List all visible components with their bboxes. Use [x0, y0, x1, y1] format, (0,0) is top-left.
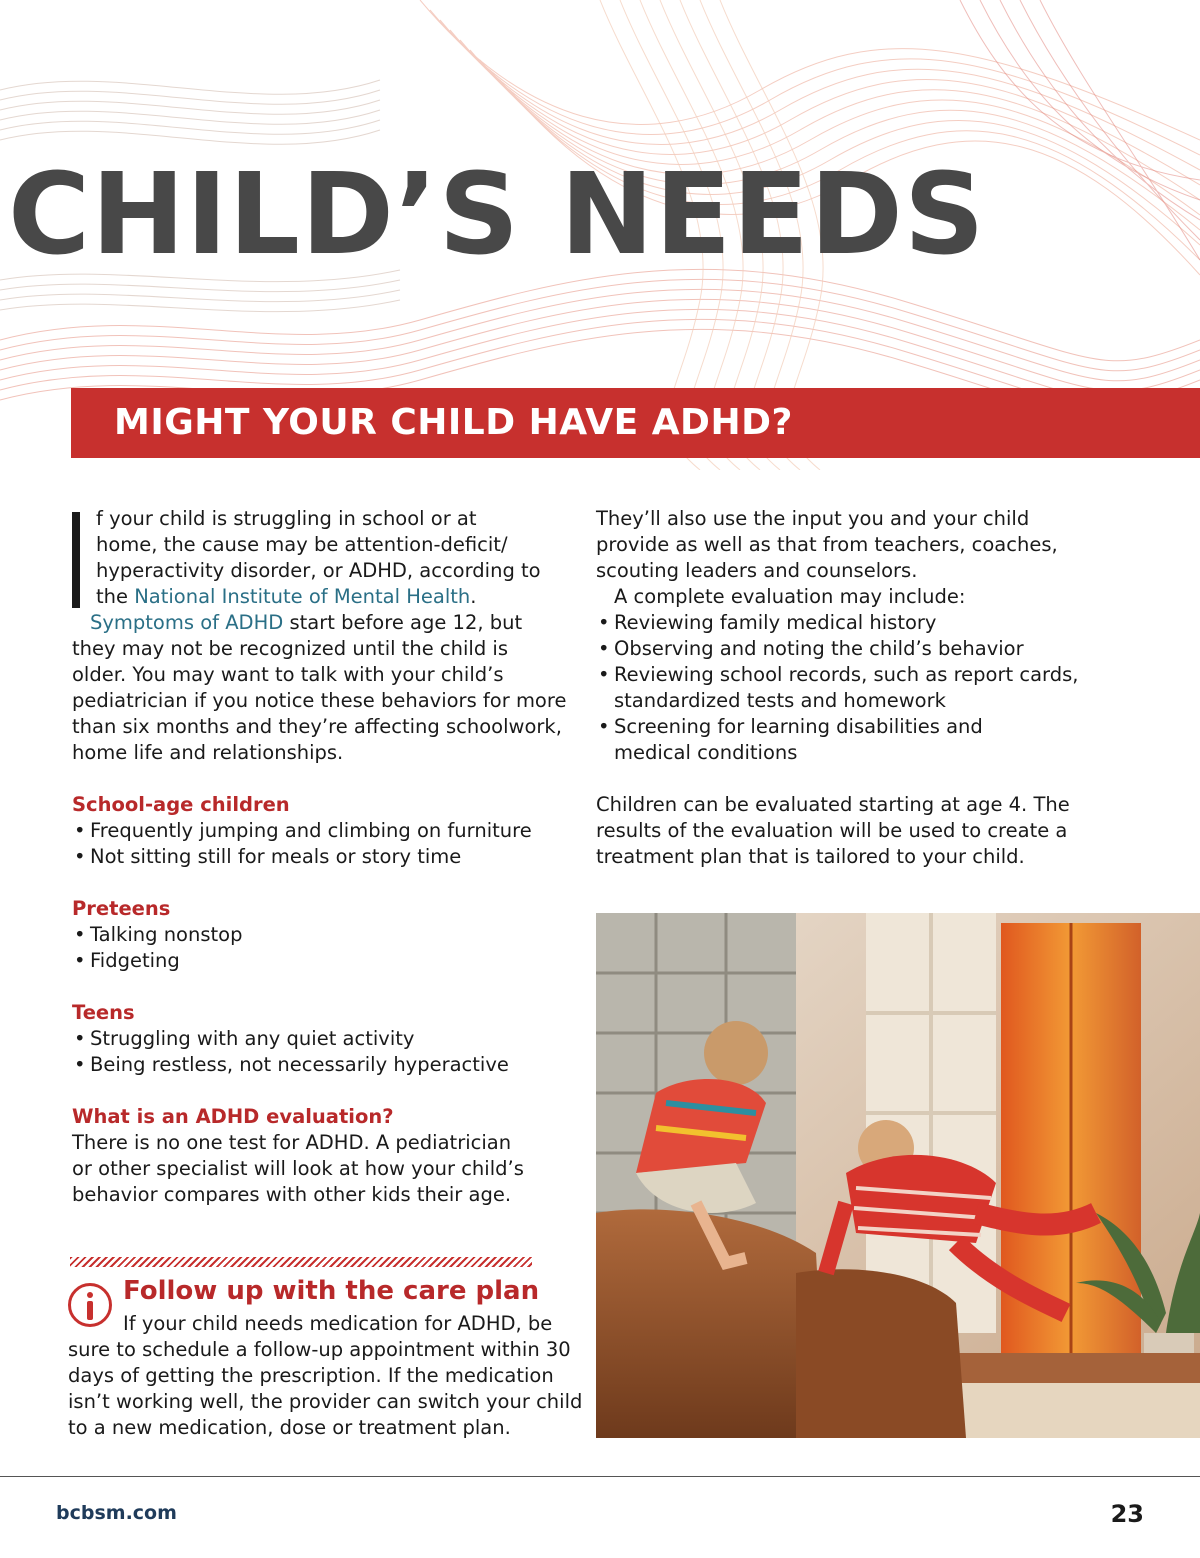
- nimh-link[interactable]: National Institute of Mental Health: [134, 585, 471, 608]
- list-item: • Struggling with any quiet activity: [72, 1026, 582, 1052]
- list-item: • Not sitting still for meals or story time: [72, 844, 582, 870]
- list-item-text: medical conditions: [614, 741, 798, 764]
- callout-line: to a new medication, dose or treatment plan.: [68, 1416, 511, 1439]
- body-line: home life and relationships.: [72, 741, 344, 764]
- school-age-heading: School-age children: [72, 793, 290, 816]
- kids-jumping-photo: [596, 913, 1200, 1438]
- section-banner: [71, 388, 1200, 458]
- body-line: behavior compares with other kids their age.: [72, 1183, 512, 1206]
- preteens-list: [72, 922, 582, 974]
- callout-line: isn’t working well, the provider can switch your child: [68, 1390, 583, 1413]
- list-item: • Fidgeting: [72, 948, 582, 974]
- list-item-text: Observing and noting the child’s behavior: [614, 637, 1024, 660]
- body-line: older. You may want to talk with your child’s: [72, 663, 504, 686]
- body-line: they may not be recognized until the child is: [72, 637, 508, 660]
- callout-line: sure to schedule a follow-up appointment within 30: [68, 1338, 571, 1361]
- body-line: treatment plan that is tailored to your child.: [596, 845, 1025, 868]
- symptoms-text: start before age 12, but: [283, 611, 523, 634]
- page-number: 23: [1110, 1500, 1144, 1528]
- symptoms-link[interactable]: Symptoms of ADHD: [90, 611, 284, 634]
- body-line: than six months and they’re affecting schoolwork,: [72, 715, 562, 738]
- intro-text: .: [470, 585, 477, 608]
- callout-line: days of getting the prescription. If the medication: [68, 1364, 554, 1387]
- left-column: [72, 506, 582, 1208]
- list-item-text: standardized tests and homework: [614, 689, 946, 712]
- list-item: [596, 714, 1136, 766]
- list-item: [596, 610, 1136, 636]
- callout-line: If your child needs medication for ADHD, be: [123, 1312, 553, 1335]
- intro-paragraph: [72, 506, 582, 610]
- list-item: • Talking nonstop: [72, 922, 582, 948]
- body-line: provide as well as that from teachers, coaches,: [596, 533, 1058, 556]
- evaluation-intro: A complete evaluation may include:: [614, 585, 966, 608]
- evaluation-list: [596, 610, 1136, 766]
- school-age-list: [72, 818, 582, 870]
- body-line: pediatrician if you notice these behaviors for more: [72, 689, 567, 712]
- body-line: scouting leaders and counselors.: [596, 559, 918, 582]
- banner-title: MIGHT YOUR CHILD HAVE ADHD?: [114, 402, 793, 443]
- list-item-text: • Screening for learning disabilities and: [614, 715, 983, 738]
- callout-body: [68, 1311, 588, 1441]
- intro-line: hyperactivity disorder, or ADHD, according to: [96, 559, 541, 582]
- list-item-text: Reviewing family medical history: [614, 611, 937, 634]
- footer-site-link[interactable]: bcbsm.com: [56, 1502, 177, 1524]
- drop-cap-i: [72, 512, 80, 608]
- footer-divider: [0, 1476, 1200, 1477]
- list-item: • Frequently jumping and climbing on furniture: [72, 818, 582, 844]
- intro-line: [96, 584, 582, 610]
- body-line: They’ll also use the input you and your child: [596, 507, 1030, 530]
- intro-line: f your child is struggling in school or at: [96, 507, 477, 530]
- right-column: [596, 506, 1136, 870]
- teens-heading: Teens: [72, 1001, 135, 1024]
- list-item-text: • Reviewing school records, such as report cards,: [614, 663, 1079, 686]
- intro-text: the: [96, 585, 135, 608]
- list-item: [596, 662, 1136, 714]
- list-item: • Being restless, not necessarily hyperactive: [72, 1052, 582, 1078]
- body-line: results of the evaluation will be used to create a: [596, 819, 1068, 842]
- symptoms-line: [72, 610, 582, 636]
- body-line: There is no one test for ADHD. A pediatrician: [72, 1131, 512, 1154]
- page-title: CHILD’S NEEDS: [8, 150, 986, 280]
- preteens-heading: Preteens: [72, 897, 171, 920]
- intro-line: home, the cause may be attention-deficit/: [96, 533, 508, 556]
- body-line: Children can be evaluated starting at age 4. The: [596, 793, 1070, 816]
- photo-illustration: [596, 913, 1200, 1438]
- callout-title: Follow up with the care plan: [123, 1276, 540, 1306]
- teens-list: [72, 1026, 582, 1078]
- body-line: or other specialist will look at how your child’s: [72, 1157, 524, 1180]
- list-item: [596, 636, 1136, 662]
- evaluation-heading: What is an ADHD evaluation?: [72, 1105, 394, 1128]
- hatched-divider: [70, 1257, 532, 1267]
- hero-header: [0, 0, 1200, 470]
